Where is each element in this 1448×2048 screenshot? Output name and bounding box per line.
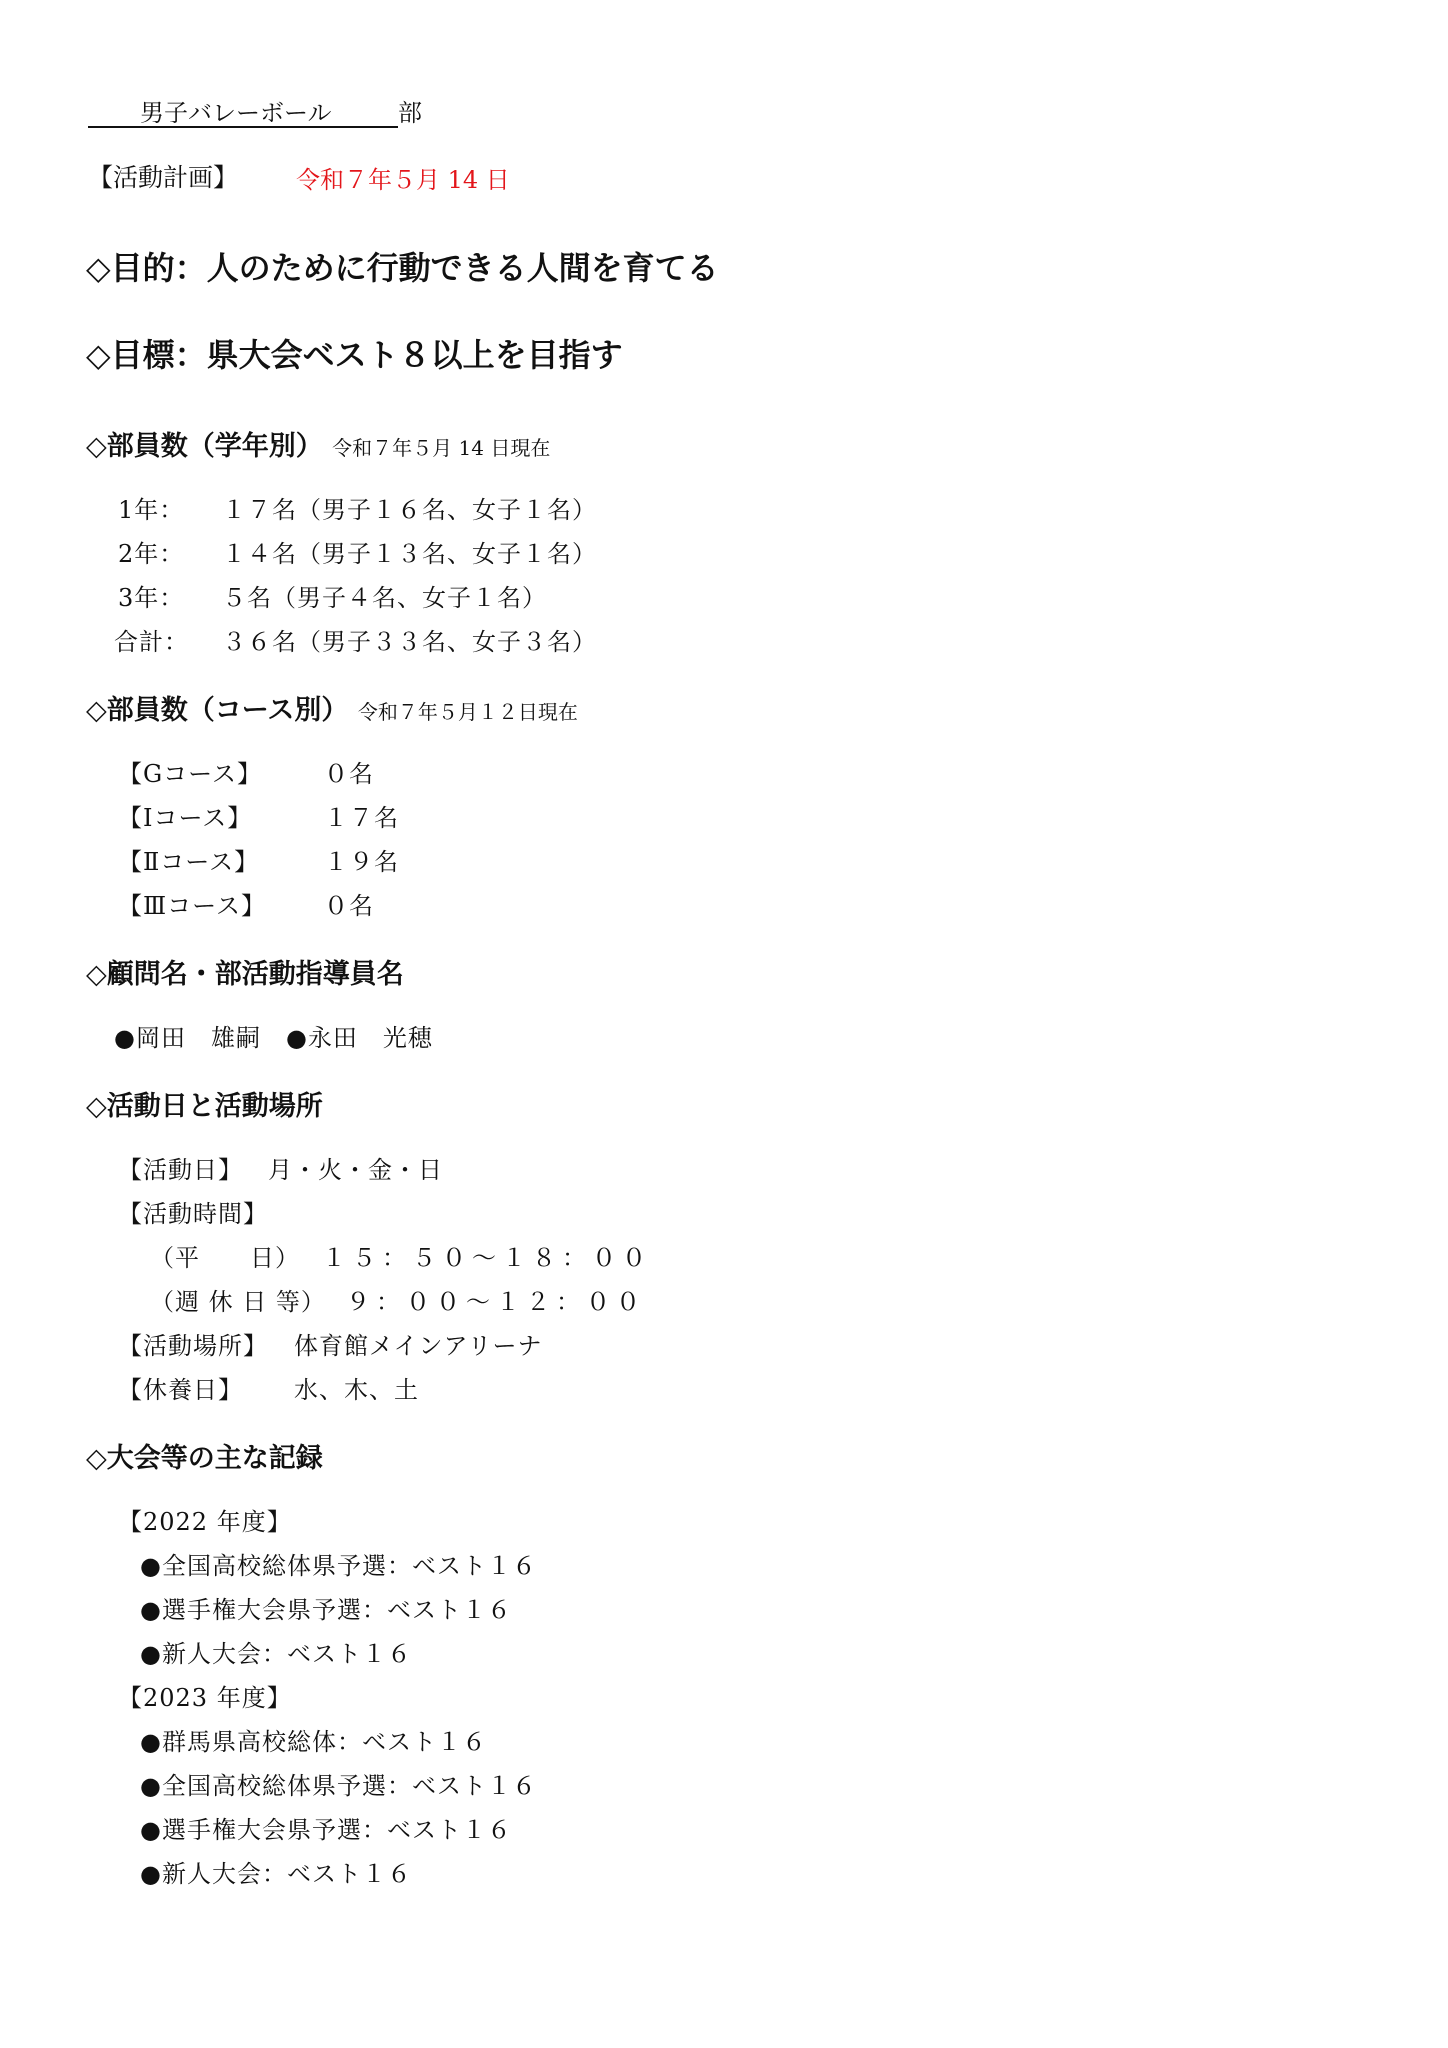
- weekday-time: １５：５０～１８：００: [322, 1244, 652, 1272]
- course-value: １９名: [324, 848, 399, 876]
- rest-day-value: 水、木、土: [294, 1376, 419, 1404]
- plan-date: 令和７年５月 14 日: [296, 166, 510, 194]
- grade-value: ５名（男子４名、女子１名）: [222, 584, 547, 612]
- record-item: ●選手権大会県予選：ベスト１６: [140, 1816, 512, 1844]
- grade-label: 1年：: [118, 496, 185, 524]
- grade-label: 3年：: [118, 584, 185, 612]
- course-value: ０名: [324, 892, 374, 920]
- rest-day-label: 【休養日】: [118, 1376, 243, 1404]
- course-label: 【Ⅱコース】: [118, 848, 260, 876]
- grade-members-note: 令和７年５月 14 日現在: [332, 436, 551, 460]
- plan-label: 【活動計画】: [88, 163, 239, 192]
- activity-time-label: 【活動時間】: [118, 1200, 268, 1228]
- course-members-heading: [86, 688, 578, 727]
- course-members-title: ◇部員数（コース別）: [86, 695, 349, 726]
- course-value: ０名: [324, 760, 374, 788]
- record-item: ●新人大会：ベスト１６: [140, 1640, 412, 1668]
- course-label: 【Ⅲコース】: [118, 892, 266, 920]
- course-value: １７名: [324, 804, 399, 832]
- weekend-time: ９：００～１２：００: [346, 1288, 646, 1316]
- activity-days-value: 月・火・金・日: [268, 1156, 443, 1184]
- weekday-label: （平 日）: [150, 1244, 300, 1272]
- activity-place-value: 体育館メインアリーナ: [294, 1332, 543, 1360]
- activity-heading: ◇活動日と活動場所: [86, 1091, 323, 1122]
- grade-row: [118, 490, 184, 525]
- grade-value: １７名（男子１６名、女子１名）: [222, 496, 597, 524]
- record-item: ●全国高校総体県予選：ベスト１６: [140, 1552, 537, 1580]
- course-label: 【Gコース】: [118, 760, 262, 788]
- records-heading: ◇大会等の主な記録: [86, 1443, 323, 1474]
- purpose-heading: ◇目的：人のために行動できる人間を育てる: [86, 249, 719, 287]
- grade-members-title: ◇部員数（学年別）: [86, 431, 323, 462]
- course-members-note: 令和７年５月１２日現在: [357, 700, 578, 724]
- record-item: ●全国高校総体県予選：ベスト１６: [140, 1772, 537, 1800]
- advisor-names: ●岡田 雄嗣 ●永田 光穂: [114, 1024, 433, 1052]
- activity-place-label: 【活動場所】: [118, 1332, 268, 1360]
- record-item: ●選手権大会県予選：ベスト１６: [140, 1596, 512, 1624]
- goal-heading: ◇目標：県大会ベスト８以上を目指す: [86, 336, 623, 374]
- advisors-heading: ◇顧問名・部活動指導員名: [86, 959, 404, 990]
- club-name: 男子バレーボール: [140, 99, 332, 127]
- club-suffix: 部: [398, 99, 422, 127]
- record-item: ●群馬県高校総体：ベスト１６: [140, 1728, 487, 1756]
- activity-days-label: 【活動日】: [118, 1156, 243, 1184]
- grade-label: 合計：: [114, 628, 189, 656]
- grade-value: １４名（男子１３名、女子１名）: [222, 540, 597, 568]
- grade-label: 2年：: [118, 540, 185, 568]
- weekend-label: （週 休 日 等）: [150, 1288, 326, 1316]
- record-year-label: 【2022 年度】: [118, 1508, 292, 1536]
- grade-members-heading: [86, 424, 550, 463]
- course-label: 【Ⅰコース】: [118, 804, 253, 832]
- grade-value: ３６名（男子３３名、女子３名）: [222, 628, 597, 656]
- record-item: ●新人大会：ベスト１６: [140, 1860, 412, 1888]
- record-year-label: 【2023 年度】: [118, 1684, 292, 1712]
